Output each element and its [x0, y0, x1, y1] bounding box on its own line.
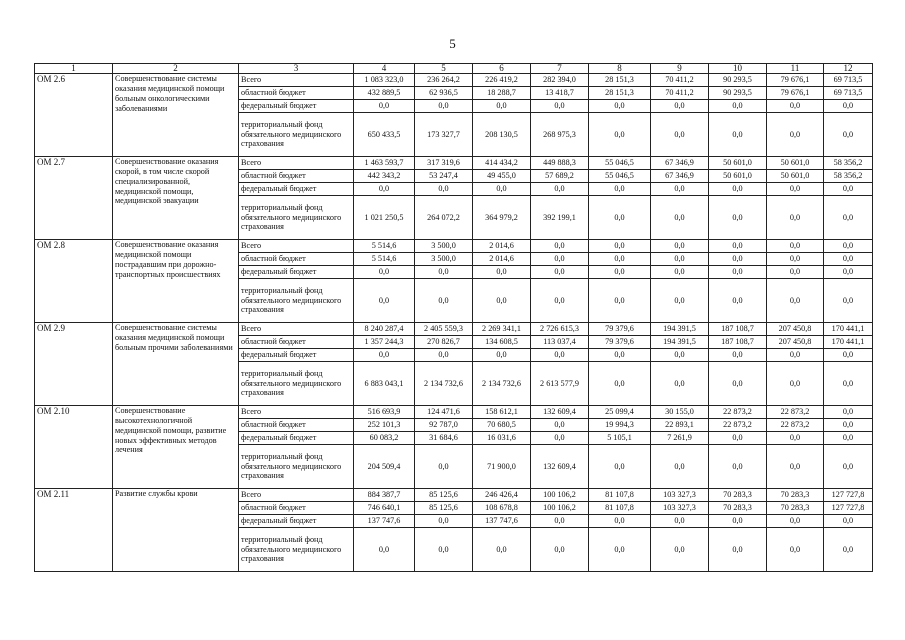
- amount-cell: 0,0: [709, 100, 767, 113]
- funding-source: областной бюджет: [239, 336, 354, 349]
- amount-cell: 0,0: [767, 196, 824, 240]
- amount-cell: 246 426,4: [473, 489, 531, 502]
- table-row: [35, 74, 873, 87]
- amount-cell: 0,0: [415, 266, 473, 279]
- amount-cell: 19 994,3: [589, 419, 651, 432]
- funding-source: федеральный бюджет: [239, 515, 354, 528]
- amount-cell: 270 826,7: [415, 336, 473, 349]
- table-row: [35, 323, 873, 336]
- funding-source: территориальный фонд обязательного медицинского страхования: [239, 445, 354, 489]
- amount-cell: 134 608,5: [473, 336, 531, 349]
- amount-cell: 25 099,4: [589, 406, 651, 419]
- amount-cell: 1 021 250,5: [354, 196, 415, 240]
- amount-cell: 69 713,5: [824, 74, 873, 87]
- amount-cell: 0,0: [709, 279, 767, 323]
- amount-cell: 0,0: [531, 183, 589, 196]
- amount-cell: 30 155,0: [651, 406, 709, 419]
- amount-cell: 0,0: [824, 515, 873, 528]
- amount-cell: 55 046,5: [589, 170, 651, 183]
- amount-cell: 170 441,1: [824, 336, 873, 349]
- amount-cell: 31 684,6: [415, 432, 473, 445]
- column-number-header: [35, 64, 873, 74]
- measure-name: Совершенствование оказания медицинской помощи пострадавшим при дорожно-транспортных происшествиях: [113, 240, 239, 323]
- amount-cell: 0,0: [651, 113, 709, 157]
- funding-source: территориальный фонд обязательного медицинского страхования: [239, 279, 354, 323]
- amount-cell: 0,0: [354, 349, 415, 362]
- amount-cell: 207 450,8: [767, 336, 824, 349]
- amount-cell: 0,0: [767, 113, 824, 157]
- amount-cell: 5 514,6: [354, 253, 415, 266]
- amount-cell: 226 419,2: [473, 74, 531, 87]
- amount-cell: 22 873,2: [767, 406, 824, 419]
- amount-cell: 0,0: [354, 279, 415, 323]
- amount-cell: 0,0: [767, 279, 824, 323]
- amount-cell: 0,0: [354, 528, 415, 572]
- amount-cell: 0,0: [824, 183, 873, 196]
- amount-cell: 50 601,0: [767, 170, 824, 183]
- amount-cell: 70 283,3: [709, 489, 767, 502]
- funding-source: территориальный фонд обязательного медицинского страхования: [239, 113, 354, 157]
- amount-cell: 0,0: [709, 253, 767, 266]
- amount-cell: 0,0: [589, 515, 651, 528]
- amount-cell: 0,0: [589, 240, 651, 253]
- amount-cell: 317 319,6: [415, 157, 473, 170]
- amount-cell: 207 450,8: [767, 323, 824, 336]
- amount-cell: 0,0: [531, 266, 589, 279]
- amount-cell: 2 726 615,3: [531, 323, 589, 336]
- funding-source: территориальный фонд обязательного медицинского страхования: [239, 196, 354, 240]
- amount-cell: 0,0: [709, 196, 767, 240]
- amount-cell: 13 418,7: [531, 87, 589, 100]
- amount-cell: 0,0: [767, 432, 824, 445]
- amount-cell: 0,0: [767, 528, 824, 572]
- funding-source: территориальный фонд обязательного медицинского страхования: [239, 528, 354, 572]
- measure-code: ОМ 2.8: [35, 240, 113, 323]
- amount-cell: 264 072,2: [415, 196, 473, 240]
- column-number: 1: [35, 64, 113, 74]
- amount-cell: 0,0: [651, 100, 709, 113]
- column-number: 4: [354, 64, 415, 74]
- amount-cell: 187 108,7: [709, 323, 767, 336]
- amount-cell: 0,0: [709, 432, 767, 445]
- amount-cell: 0,0: [415, 349, 473, 362]
- column-number: 6: [473, 64, 531, 74]
- amount-cell: 1 083 323,0: [354, 74, 415, 87]
- amount-cell: 0,0: [589, 100, 651, 113]
- amount-cell: 0,0: [415, 100, 473, 113]
- amount-cell: 2 014,6: [473, 253, 531, 266]
- amount-cell: 85 125,6: [415, 502, 473, 515]
- amount-cell: 170 441,1: [824, 323, 873, 336]
- amount-cell: 0,0: [709, 183, 767, 196]
- amount-cell: 158 612,1: [473, 406, 531, 419]
- amount-cell: 0,0: [651, 528, 709, 572]
- amount-cell: 71 900,0: [473, 445, 531, 489]
- amount-cell: 58 356,2: [824, 170, 873, 183]
- amount-cell: 127 727,8: [824, 502, 873, 515]
- amount-cell: 127 727,8: [824, 489, 873, 502]
- amount-cell: 22 873,2: [709, 419, 767, 432]
- amount-cell: 132 609,4: [531, 406, 589, 419]
- amount-cell: 0,0: [415, 183, 473, 196]
- funding-source: Всего: [239, 406, 354, 419]
- amount-cell: 0,0: [651, 196, 709, 240]
- amount-cell: 414 434,2: [473, 157, 531, 170]
- funding-source: Всего: [239, 323, 354, 336]
- amount-cell: 81 107,8: [589, 502, 651, 515]
- measure-name: Совершенствование системы оказания медицинской помощи больным прочими заболеваниями: [113, 323, 239, 406]
- measure-code: ОМ 2.9: [35, 323, 113, 406]
- amount-cell: 173 327,7: [415, 113, 473, 157]
- amount-cell: 650 433,5: [354, 113, 415, 157]
- amount-cell: 0,0: [651, 266, 709, 279]
- table-body: [35, 74, 873, 572]
- amount-cell: 55 046,5: [589, 157, 651, 170]
- amount-cell: 0,0: [824, 240, 873, 253]
- amount-cell: 0,0: [651, 349, 709, 362]
- amount-cell: 92 787,0: [415, 419, 473, 432]
- amount-cell: 0,0: [473, 349, 531, 362]
- amount-cell: 22 893,1: [651, 419, 709, 432]
- amount-cell: 49 455,0: [473, 170, 531, 183]
- amount-cell: 236 264,2: [415, 74, 473, 87]
- amount-cell: 0,0: [531, 253, 589, 266]
- funding-source: федеральный бюджет: [239, 432, 354, 445]
- amount-cell: 0,0: [651, 183, 709, 196]
- amount-cell: 0,0: [589, 183, 651, 196]
- amount-cell: 3 500,0: [415, 240, 473, 253]
- amount-cell: 0,0: [709, 266, 767, 279]
- amount-cell: 1 463 593,7: [354, 157, 415, 170]
- amount-cell: 252 101,3: [354, 419, 415, 432]
- amount-cell: 0,0: [589, 279, 651, 323]
- amount-cell: 79 379,6: [589, 336, 651, 349]
- amount-cell: 0,0: [767, 515, 824, 528]
- funding-source: областной бюджет: [239, 502, 354, 515]
- funding-source: Всего: [239, 240, 354, 253]
- amount-cell: 85 125,6: [415, 489, 473, 502]
- page-number: 5: [449, 36, 456, 51]
- amount-cell: 0,0: [767, 100, 824, 113]
- amount-cell: 0,0: [354, 266, 415, 279]
- amount-cell: 70 411,2: [651, 87, 709, 100]
- amount-cell: 70 283,3: [767, 502, 824, 515]
- amount-cell: 18 288,7: [473, 87, 531, 100]
- amount-cell: 0,0: [531, 349, 589, 362]
- amount-cell: 208 130,5: [473, 113, 531, 157]
- amount-cell: 187 108,7: [709, 336, 767, 349]
- amount-cell: 0,0: [709, 528, 767, 572]
- amount-cell: 0,0: [651, 362, 709, 406]
- amount-cell: 5 105,1: [589, 432, 651, 445]
- amount-cell: 53 247,4: [415, 170, 473, 183]
- amount-cell: 0,0: [354, 100, 415, 113]
- amount-cell: 0,0: [473, 100, 531, 113]
- amount-cell: 0,0: [473, 266, 531, 279]
- amount-cell: 0,0: [473, 279, 531, 323]
- amount-cell: 204 509,4: [354, 445, 415, 489]
- amount-cell: 0,0: [767, 362, 824, 406]
- amount-cell: 0,0: [709, 349, 767, 362]
- amount-cell: 0,0: [651, 253, 709, 266]
- measure-name: Совершенствование оказания скорой, в том числе скорой специализированной, медицинской помощи, медицинской эвакуации: [113, 157, 239, 240]
- amount-cell: 79 379,6: [589, 323, 651, 336]
- amount-cell: 0,0: [824, 349, 873, 362]
- amount-cell: 0,0: [709, 362, 767, 406]
- amount-cell: 0,0: [824, 279, 873, 323]
- funding-source: федеральный бюджет: [239, 183, 354, 196]
- amount-cell: 6 883 043,1: [354, 362, 415, 406]
- funding-source: областной бюджет: [239, 419, 354, 432]
- amount-cell: 0,0: [589, 445, 651, 489]
- amount-cell: 0,0: [824, 266, 873, 279]
- amount-cell: 60 083,2: [354, 432, 415, 445]
- amount-cell: 70 283,3: [767, 489, 824, 502]
- amount-cell: 0,0: [415, 279, 473, 323]
- amount-cell: 0,0: [824, 100, 873, 113]
- amount-cell: 0,0: [415, 515, 473, 528]
- funding-source: областной бюджет: [239, 253, 354, 266]
- amount-cell: 124 471,6: [415, 406, 473, 419]
- amount-cell: 67 346,9: [651, 157, 709, 170]
- amount-cell: 0,0: [473, 183, 531, 196]
- amount-cell: 0,0: [767, 183, 824, 196]
- amount-cell: 0,0: [415, 445, 473, 489]
- measure-code: ОМ 2.6: [35, 74, 113, 157]
- amount-cell: 16 031,6: [473, 432, 531, 445]
- amount-cell: 100 106,2: [531, 489, 589, 502]
- amount-cell: 449 888,3: [531, 157, 589, 170]
- amount-cell: 884 387,7: [354, 489, 415, 502]
- measure-code: ОМ 2.7: [35, 157, 113, 240]
- amount-cell: 0,0: [767, 445, 824, 489]
- amount-cell: 0,0: [589, 253, 651, 266]
- amount-cell: 0,0: [531, 240, 589, 253]
- amount-cell: 0,0: [767, 253, 824, 266]
- amount-cell: 22 873,2: [709, 406, 767, 419]
- amount-cell: 0,0: [824, 406, 873, 419]
- amount-cell: 0,0: [651, 445, 709, 489]
- amount-cell: 0,0: [767, 266, 824, 279]
- column-number: 12: [824, 64, 873, 74]
- funding-source: Всего: [239, 489, 354, 502]
- amount-cell: 0,0: [354, 183, 415, 196]
- amount-cell: 746 640,1: [354, 502, 415, 515]
- amount-cell: 0,0: [473, 528, 531, 572]
- amount-cell: 0,0: [824, 528, 873, 572]
- column-number: 3: [239, 64, 354, 74]
- amount-cell: 0,0: [824, 419, 873, 432]
- amount-cell: 0,0: [589, 196, 651, 240]
- amount-cell: 62 936,5: [415, 87, 473, 100]
- amount-cell: 90 293,5: [709, 87, 767, 100]
- amount-cell: 0,0: [767, 349, 824, 362]
- amount-cell: 0,0: [767, 240, 824, 253]
- amount-cell: 194 391,5: [651, 336, 709, 349]
- measure-name: Совершенствование высокотехнологичной медицинской помощи, развитие новых эффективных методов лечения: [113, 406, 239, 489]
- table-row: [35, 157, 873, 170]
- funding-source: областной бюджет: [239, 87, 354, 100]
- amount-cell: 0,0: [824, 445, 873, 489]
- amount-cell: 113 037,4: [531, 336, 589, 349]
- amount-cell: 2 269 341,1: [473, 323, 531, 336]
- amount-cell: 2 134 732,6: [415, 362, 473, 406]
- amount-cell: 0,0: [531, 419, 589, 432]
- amount-cell: 0,0: [824, 196, 873, 240]
- column-number: 2: [113, 64, 239, 74]
- amount-cell: 364 979,2: [473, 196, 531, 240]
- table-row: [35, 240, 873, 253]
- measure-code: ОМ 2.11: [35, 489, 113, 572]
- amount-cell: 22 873,2: [767, 419, 824, 432]
- amount-cell: 2 134 732,6: [473, 362, 531, 406]
- amount-cell: 0,0: [531, 515, 589, 528]
- amount-cell: 5 514,6: [354, 240, 415, 253]
- table-row: [35, 489, 873, 502]
- budget-table: [34, 63, 873, 572]
- funding-source: федеральный бюджет: [239, 266, 354, 279]
- column-number: 5: [415, 64, 473, 74]
- funding-source: федеральный бюджет: [239, 100, 354, 113]
- funding-source: Всего: [239, 157, 354, 170]
- amount-cell: 0,0: [531, 432, 589, 445]
- amount-cell: 0,0: [709, 445, 767, 489]
- amount-cell: 2 405 559,3: [415, 323, 473, 336]
- column-number: 8: [589, 64, 651, 74]
- amount-cell: 0,0: [824, 432, 873, 445]
- amount-cell: 8 240 287,4: [354, 323, 415, 336]
- table-row: [35, 406, 873, 419]
- amount-cell: 282 394,0: [531, 74, 589, 87]
- amount-cell: 70 411,2: [651, 74, 709, 87]
- column-number: 9: [651, 64, 709, 74]
- amount-cell: 0,0: [651, 279, 709, 323]
- amount-cell: 70 283,3: [709, 502, 767, 515]
- amount-cell: 0,0: [531, 528, 589, 572]
- amount-cell: 0,0: [824, 253, 873, 266]
- amount-cell: 0,0: [824, 113, 873, 157]
- amount-cell: 0,0: [589, 266, 651, 279]
- amount-cell: 28 151,3: [589, 74, 651, 87]
- amount-cell: 2 613 577,9: [531, 362, 589, 406]
- amount-cell: 0,0: [709, 240, 767, 253]
- amount-cell: 0,0: [651, 515, 709, 528]
- column-number: 7: [531, 64, 589, 74]
- amount-cell: 516 693,9: [354, 406, 415, 419]
- amount-cell: 90 293,5: [709, 74, 767, 87]
- amount-cell: 103 327,3: [651, 489, 709, 502]
- amount-cell: 50 601,0: [709, 170, 767, 183]
- amount-cell: 0,0: [824, 362, 873, 406]
- amount-cell: 0,0: [589, 362, 651, 406]
- amount-cell: 137 747,6: [354, 515, 415, 528]
- amount-cell: 7 261,9: [651, 432, 709, 445]
- amount-cell: 0,0: [651, 240, 709, 253]
- amount-cell: 69 713,5: [824, 87, 873, 100]
- amount-cell: 67 346,9: [651, 170, 709, 183]
- amount-cell: 194 391,5: [651, 323, 709, 336]
- funding-source: федеральный бюджет: [239, 349, 354, 362]
- amount-cell: 137 747,6: [473, 515, 531, 528]
- measure-name: Развитие службы крови: [113, 489, 239, 572]
- amount-cell: 57 689,2: [531, 170, 589, 183]
- amount-cell: 1 357 244,3: [354, 336, 415, 349]
- amount-cell: 79 676,1: [767, 74, 824, 87]
- amount-cell: 392 199,1: [531, 196, 589, 240]
- measure-name: Совершенствование системы оказания медицинской помощи больным онкологическими заболеваниями: [113, 74, 239, 157]
- amount-cell: 50 601,0: [767, 157, 824, 170]
- amount-cell: 100 106,2: [531, 502, 589, 515]
- amount-cell: 81 107,8: [589, 489, 651, 502]
- funding-source: Всего: [239, 74, 354, 87]
- amount-cell: 0,0: [531, 100, 589, 113]
- amount-cell: 79 676,1: [767, 87, 824, 100]
- amount-cell: 0,0: [709, 113, 767, 157]
- amount-cell: 442 343,2: [354, 170, 415, 183]
- amount-cell: 2 014,6: [473, 240, 531, 253]
- amount-cell: 268 975,3: [531, 113, 589, 157]
- measure-code: ОМ 2.10: [35, 406, 113, 489]
- amount-cell: 103 327,3: [651, 502, 709, 515]
- column-number: 11: [767, 64, 824, 74]
- amount-cell: 50 601,0: [709, 157, 767, 170]
- amount-cell: 432 889,5: [354, 87, 415, 100]
- amount-cell: 0,0: [415, 528, 473, 572]
- funding-source: территориальный фонд обязательного медицинского страхования: [239, 362, 354, 406]
- amount-cell: 0,0: [589, 349, 651, 362]
- amount-cell: 28 151,3: [589, 87, 651, 100]
- amount-cell: 3 500,0: [415, 253, 473, 266]
- amount-cell: 58 356,2: [824, 157, 873, 170]
- amount-cell: 0,0: [709, 515, 767, 528]
- funding-source: областной бюджет: [239, 170, 354, 183]
- amount-cell: 108 678,8: [473, 502, 531, 515]
- amount-cell: 0,0: [589, 113, 651, 157]
- amount-cell: 0,0: [589, 528, 651, 572]
- column-number: 10: [709, 64, 767, 74]
- amount-cell: 70 680,5: [473, 419, 531, 432]
- amount-cell: 132 609,4: [531, 445, 589, 489]
- amount-cell: 0,0: [531, 279, 589, 323]
